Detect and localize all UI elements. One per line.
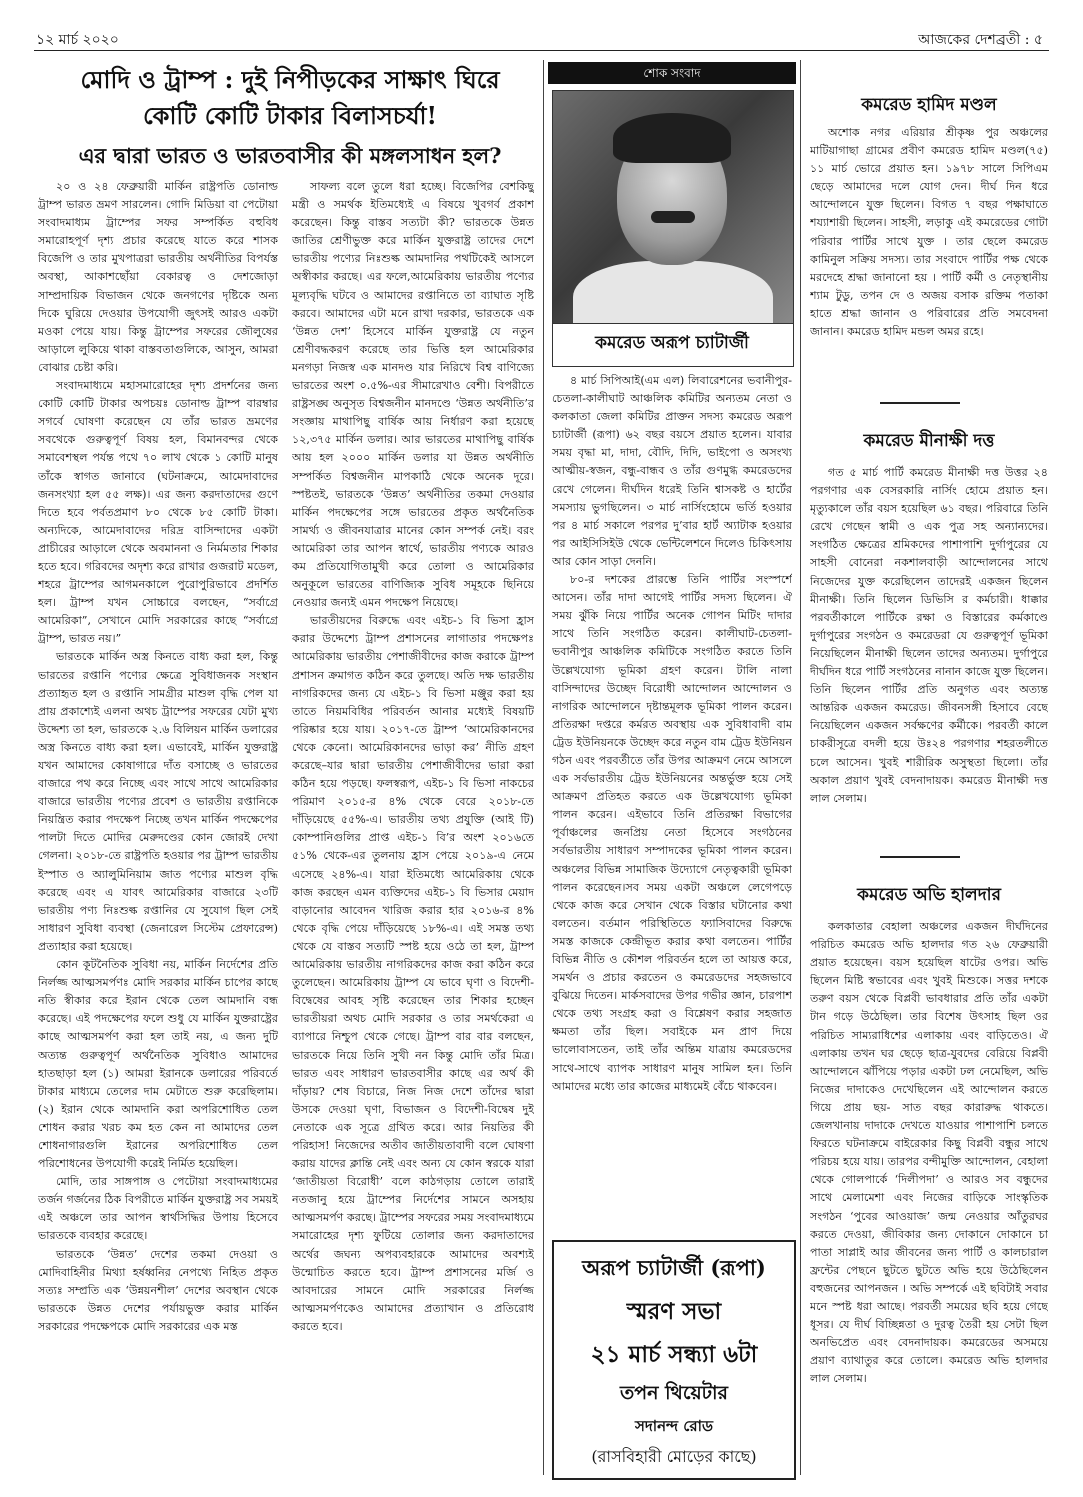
headline-line-3: এর দ্বারা ভারত ও ভারতবাসীর কী মঙ্গলসাধন হল? <box>78 143 502 168</box>
obituary-heading: কমরেড মীনাক্ষী দত্ত <box>863 431 995 451</box>
paragraph: সংবাদমাধ্যমে মহাসমারোহের দৃশ্য প্রদর্শনের জন্য কোটি কোটি টাকার অপচয়ঃ ডোনাল্ড ট্রাম্প বারম্বার সগর্বে ঘোষণা করেছেন যে তাঁর ভারত ভ্রমণের সবথেকে গুরুত্বপূর্ণ বিষয় হল, বিমানবন্দর থেকে সমাবেশস্থল পর্যন্ত পথে ৭০ লাখ থেকে ১ কোটি মানুষ তাঁকে স্বাগত জানাবে (ঘটনাক্রমে, আমেদাবাদের জনসংখ্যা হল ৫৫ লক্ষ)। এর জন্য করদাতাদের গুণে দিতে হবে পর্বতপ্রমাণ ৮০ থেকে ৮৫ কোটি টাকা। অন্যদিকে, আমেদাবাদের দরিদ্র বাসিন্দাদের একটা প্রাচীরের আড়ালে থেকে অবমাননা ও নির্মমতার শিকার হতে হবে। গরিবদের অদৃশ্য করে রাখার গুজরাট মডেল, শহরে ট্রাম্পের আগমনকালে পুরোপুরিভাবে প্রদর্শিত হল। ট্রাম্প যখন সোচ্চারে বলছেন, “সর্বাগ্রে আমেরিকা”, সেখানে মোদি সরকারের কাছে “সর্বাগ্রে ট্রাম্প, ভারত নয়।” <box>38 379 278 646</box>
column-divider <box>543 60 544 1475</box>
paragraph: ভারতকে মার্কিন অস্ত্র কিনতে বাধ্য করা হল, কিন্তু ভারতের রপ্তানি পণ্যের ক্ষেত্রে সুবিধাজনক সংস্থান প্রত্যাহৃত হল ও রপ্তানি সামগ্রীর মাশুল বৃদ্ধি পেল যা প্রায় প্রকাশ্যেই এলনা অথচ ট্রাম্পের সফরের যেটা মুখ্য উদ্দেশ্য তা হল, ভারতকে ২.৬ বিলিয়ন মার্কিন ডলারের অস্ত্র কিনতে বাধ্য করা হল। এভাবেই, মার্কিন যুক্তরাষ্ট্র যখন আমাদের কোষাগারে দাঁত বসাচ্ছে ও ভারতের বাজারে পথ করে নিচ্ছে এবং সাথে সাথে আমেরিকার বাজারে ভারতীয় পণ্যের প্রবেশ ও ভারতীয় রপ্তানিকে নিয়ন্ত্রিত করার পদক্ষেপ নিচ্ছে তখন মার্কিন পদক্ষেপের পালটা দিতে মোদির মেরুদণ্ডের কোন জোরই দেখা গেলনা। ২০১৮-তে রাষ্ট্রপতি হওয়ার পর ট্রাম্প ভারতীয় ইস্পাত ও অ্যালুমিনিয়াম জাত পণ্যের মাশুল বৃদ্ধি করেছে এবং এ যাবৎ আমেরিকার বাজারে ২৩টি ভারতীয় পণ্য নিঃশুল্ক রপ্তানির যে সুযোগ ছিল সেই সাধারণ সুবিধা ব্যবস্থা (জেনারেল সিস্টেম প্রেফারেন্স) প্রত্যাহার করা হয়েছে। <box>38 650 278 953</box>
headline-line-1: মোদি ও ট্রাম্প : দুই নিপীড়কের সাক্ষাৎ ঘিরে <box>80 65 500 94</box>
header-rule <box>34 50 1049 51</box>
separator-rule <box>880 856 960 858</box>
column-divider <box>800 60 801 1475</box>
paragraph: ভারতীয়দের বিরুদ্ধে এবং এইচ-১ বি ভিসা হ্রাস করার উদ্দেশ্যে ট্রাম্প প্রশাসনের লাগাতার পদক্ষেপঃ আমেরিকায় ভারতীয় পেশাজীবীদের কাজ করাকে ট্রাম্প প্রশাসন ক্রমাগত কঠিন করে তুলছে। অতি দক্ষ ভারতীয় নাগরিকদের জন্য যে এইচ-১ বি ভিসা মঞ্জুর করা হয় তাতে নিয়মবিধির পরিবর্তন আনার মধ্যেই বিষয়টি পরিষ্কার হয়ে যায়। ২০১৭-তে ট্রাম্প ‘আমেরিকানদের থেকে কেনো। আমেরিকানদের ভাড়া কর’ নীতি গ্রহণ করেছে–যার দ্বারা ভারতীয় পেশাজীবীদের ভারা করা কঠিন হয়ে পড়ছে। ফলস্বরূপ, এইচ-১ বি ভিসা নাকচের পরিমাণ ২০১৫-র ৪% থেকে বেরে ২০১৮-তে দাঁড়িয়েছে ৫৫%-এ। ভারতীয় তথ্য প্রযুক্তি (আই টি) কোম্পানিগুলির প্রাপ্ত এইচ-১ বি’র অংশ ২০১৬তে ৫১% থেকে-এর তুলনায় হ্রাস পেয়ে ২০১৯-এ নেমে এসেছে ২৪%-এ। যারা ইতিমধ্যে আমেরিকায় থেকে কাজ করছেন এমন ব্যক্তিদের এইচ-১ বি ভিসার মেয়াদ বাড়ানোর আবেদন খারিজ করার হার ২০১৬-র ৪% থেকে বৃদ্ধি পেয়ে দাঁড়িয়েছে ১৮%-এ। এই সমস্ত তথ্য থেকে যে বাস্তব সত্যটি স্পষ্ট হয়ে ওঠে তা হল, ট্রাম্প আমেরিকায় ভারতীয় নাগরিকদের কাজ করা কঠিন করে তুলেছেন। আমেরিকায় ট্রাম্প যে ভাবে ঘৃণা ও বিদেশী-বিদ্বেষের আবহ সৃষ্টি করেছেন তার শিকার হচ্ছেন ভারতীয়রা অথচ মোদি সরকার ও তার সমর্থকেরা এ ব্যাপারে নিশ্চুপ থেকে গেছে। ট্রাম্প বার বার বলছেন, ভারতকে নিয়ে তিনি সুখী নন কিন্তু মোদি তাঁর মিত্র। ভারত এবং সাধারণ ভারতবাসীর কাছে এর অর্থ কী দাঁড়ায়? শেষ বিচারে, নিজ নিজ দেশে তাঁদের দ্বারা উসকে দেওয়া ঘৃণা, বিভাজন ও বিদেশী-বিদ্বেষ দুই নেতাকে এক সূত্রে গ্রথিত করে। আর নিয়তির কী পরিহাস! নিজেদের অতীব জাতীয়তাবাদী বলে ঘোষণা করায় যাদের ক্লান্তি নেই এবং অন্য যে কোন স্বরকে যারা ‘জাতীয়তা বিরোধী’ বলে কাঠগড়ায় তোলে তারাই নতজানু হয়ে ট্রাম্পের নির্দেশের সামনে অসহায় আত্মসমর্পণ করছে। ট্রাম্পের সফরের সময় সংবাদমাধ্যমে সমারোহের দৃশ্য ফুটিয়ে তোলার জন্য করদাতাদের অর্থের জঘন্য অপব্যবহারকে আমাদের অবশ্যই উন্মোচিত করতে হবে। ট্রাম্প প্রশাসনের মর্জি ও আবদারের সামনে মোদি সরকারের নির্লজ্জ আত্মসমর্পণকেও আমাদের প্রত্যাখান ও প্রতিরোধ করতে হবে। <box>292 614 534 1333</box>
memorial-notice <box>552 1240 796 1480</box>
portrait-hair <box>613 113 731 163</box>
paragraph: ৮০-র দশকের প্রারম্ভে তিনি পার্টির সংস্পর্শে আসেন। তাঁর দাদা আগেই পার্টির সদস্য ছিলেন। ঐ সময় ঝুঁকি নিয়ে পার্টির অনেক গোপন মিটিং দাদার সাথে তিনি সংগঠিত করেন। কালীঘাট-চেতলা-ভবানীপুর আঞ্চলিক কমিটিকে সংগঠিত করতে তিনি উল্লেখযোগ্য ভূমিকা গ্রহণ করেন। টালি নালা বাসিন্দাদের উচ্ছেদ বিরোধী আন্দোলন আন্দোলন ও নাগরিক আন্দোলনে দৃষ্টান্তমূলক ভূমিকা পালন করেন। প্রতিরক্ষা দপ্তরে কর্মরত অবস্থায় এক সুবিধাবাদী বাম ট্রেড ইউনিয়নকে উচ্ছেদ করে নতুন বাম ট্রেড ইউনিয়ন গঠন এবং পরবর্তীতে তাঁর উপর আক্রমণ নেমে আসলে এক সর্বভারতীয় ট্রেড ইউনিয়নের অন্তর্ভুক্ত হয়ে সেই আক্রমণ প্রতিহত করতে এক উল্লেখযোগ্য ভূমিকা পালন করেন। এইভাবে তিনি প্রতিরক্ষা বিভাগের পূর্বাঞ্চলের জনপ্রিয় নেতা হিসেবে সংগঠনের সর্বভারতীয় সাধারণ সম্পাদকের ভূমিকা পালন করেন। অঞ্চলের বিভিন্ন সামাজিক উদ্যোগে নেতৃত্বকারী ভূমিকা পালন করেছেন।সব সময় একটা অঞ্চলে লেগেপড়ে থেকে কাজ করে সেখান থেকে বিস্তার ঘটানোর কথা বলতেন। বর্তমান পরিস্থিতিতে ফ্যাসিবাদের বিরুদ্ধে সমস্ত কাজকে কেন্দ্রীভূত করার কথা বলতেন। পার্টির বিভিন্ন নীতি ও কৌশল পরিবর্তন হলে তা আয়ত্ত করে, সমর্থন ও প্রচার করতেন ও কমরেডদের সহজভাবে বুঝিয়ে দিতেন। মার্কসবাদের উপর গভীর জ্ঞান, চারপাশ থেকে তথ্য সংগ্রহ করা ও বিশ্লেষণ করার সহজাত ক্ষমতা তাঁর ছিল। সবাইকে মন প্রাণ দিয়ে ভালোবাসতেন, তাই তাঁর অন্তিম যাত্রায় কমরেডদের সাথে-সাথে ব্যাপক সাধারণ মানুষ সামিল হন। তিনি আমাদের মধ্যে তার কাজের মাধ্যমেই বেঁচে থাকবেন। <box>552 573 792 1093</box>
portrait-shirt <box>573 261 773 324</box>
paragraph: ভারতকে ‘উন্নত’ দেশের তকমা দেওয়া ও মোদিবাহিনীর মিথ্যা হর্ষধ্বনির নেপথ্যে নিহিত প্রকৃত সত্যঃ সম্প্রতি এক ‘উন্নয়নশীল’ দেশের অবস্থান থেকে ভারতকে উন্নত দেশের পর্যায়ভুক্ত করার মার্কিন সরকারের পদক্ষেপকে মোদি সরকারের এক মস্ত <box>38 1247 278 1333</box>
paragraph: সাফল্য বলে তুলে ধরা হচ্ছে। বিজেপির বেশকিছু মন্ত্রী ও সমর্থক ইতিমধ্যেই এ বিষয়ে খুবগর্ব প্রকাশ করেছেন। কিন্তু বাস্তব সত্যটা কী? ভারতকে উন্নত জাতির শ্রেণীভুক্ত করে মার্কিন যুক্তরাষ্ট্র তাদের দেশে ভারতীয় পণ্যের নিঃশুল্ক আমদানির পথটিকেই আসলে অস্বীকার করছে। এর ফলে,আমেরিকায় ভারতীয় পণ্যের মূল্যবৃদ্ধি ঘটবে ও আমাদের রপ্তানিতে তা ব্যাঘাত সৃষ্টি করবে। আমাদের এটা মনে রাখা দরকার, ভারতকে এক ‘উন্নত দেশ’ হিসেবে মার্কিন যুক্তরাষ্ট্র যে নতুন শ্রেণীবদ্ধকরণ করেছে তার ভিত্তি হল আমেরিকার মনগড়া নিজস্ব এক মানদণ্ড যার নিরিখে বিশ্ব বাণিজ্যে ভারতের অংশ ০.৫%-এর সীমারেখাও বেশী। বিপরীতে রাষ্ট্রসঙ্ঘ অনুসৃত বিশ্বজনীন মানদণ্ডে ‘উন্নত অর্থনীতি’র সংজ্ঞায় মাথাপিছু বার্ষিক আয় নির্ধারণ করা হয়েছে ১২,৩৭৫ মার্কিন ডলার। আর ভারতের মাথাপিছু বার্ষিক আয় হল ২০০০ মার্কিন ডলার যা উন্নত অর্থনীতি সম্পর্কিত বিশ্বজনীন মাপকাঠি থেকে অনেক দূরে। স্পষ্টতই, ভারতকে ‘উন্নত’ অর্থনীতির তকমা দেওয়ার মার্কিন পদক্ষেপের সঙ্গে ভারতের প্রকৃত অর্থনৈতিক সামর্থ্য ও জীবনযাত্রার মানের কোন সম্পর্ক নেই। বরং আমেরিকা তার আপন স্বার্থে, ভারতীয় পণ্যকে আরও কম প্রতিযোগিতামুখী করে তোলা ও আমেরিকার অনুকূলে ভারতের বাণিজ্যিক সুবিধ সমূহকে ছিনিয়ে নেওয়ার জন্যই এমন পদক্ষেপ নিয়েছে। <box>292 180 534 610</box>
paragraph: ২০ ও ২৪ ফেব্রুয়ারী মার্কিন রাষ্ট্রপতি ডোনাল্ড ট্রাম্প ভারত ভ্রমণ সারলেন। গোদি মিডিয়া বা পেটোয়া সংবাদমাধ্যম ট্রাম্পের সফর সম্পর্কিত বহুবিধ সমারোহপূর্ণ দৃশ্য প্রচার করেছে যাতে করে শাসক বিজেপি ও তার মুখপাত্ররা ভারতীয় অর্থনীতির বিপর্যস্ত অবস্থা, আকাশছোঁয়া বেকারত্ব ও দেশজোড়া সাম্প্রদায়িক বিভাজন থেকে জনগণের দৃষ্টিকে অন্য দিকে ঘুরিয়ে দেওয়ার উপযোগী জুৎসই আরও একটা মওকা পেয়ে যায়। কিন্তু ট্রাম্পের সফরের জৌলুষের আড়ালে লুকিয়ে থাকা বাস্তবতাগুলিকে, আসুন, আমরা বোঝার চেষ্টা করি। <box>38 180 278 374</box>
obituary-text <box>810 464 1048 846</box>
notice-road: সদানন্দ রোড <box>634 1417 714 1435</box>
notice-name: অরূপ চ্যাটার্জী (রূপা) <box>582 1255 766 1280</box>
paragraph: মোদি, তার সাঙ্গপাঙ্গ ও পেটোয়া সংবাদমাধ্যমের তর্জন গর্জনের ঠিক বিপরীতে মার্কিন যুক্তরাষ্ট্র সব সময়ই এই অঞ্চলে তার আপন স্বার্থসিদ্ধির উপায় হিসেবে ভারতকে ব্যবহার করেছে। <box>38 1175 278 1243</box>
paragraph: গত ৫ মার্চ পার্টি কমরেড মীনাক্ষী দত্ত উত্তর ২৪ পরগণার এক বেসরকারি নার্সিং হোমে প্রয়াত হন। মৃত্যুকালে তাঁর বয়স হয়েছিল ৬১ বছর। পরিবারে তিনি রেখে গেছেন স্বামী ও এক পুত্র সহ অন্যান্যদের। সংগঠিত ক্ষেত্রের শ্রমিকদের পাশাপাশি দুর্গাপুরের যে সাহসী বোনেরা নকশালবাড়ী আন্দোলনের সাথে নিজেদের যুক্ত করেছিলেন তাদেরই একজন ছিলেন মীনাক্ষী। তিনি ছিলেন ডিভিসি র কর্মচারী। ধাক্কার পরবর্তীকালে পার্টিকে রক্ষা ও বিস্তারের কর্মকাণ্ডে দুর্গাপুরের সংগঠন ও কমরেডরা যে গুরুত্বপূর্ণ ভূমিকা নিয়েছিলেন মীনাক্ষী ছিলেন তাদের অন্যতম। দুর্গাপুরে দীর্ঘদিন ধরে পার্টি সংগঠনের নানান কাজে যুক্ত ছিলেন। তিনি ছিলেন পার্টির প্রতি অনুগত এবং অত্যন্ত আন্তরিক একজন কমরেড। জীবনসঙ্গী হিসাবে বেছে নিয়েছিলেন একজন সর্বক্ষণের কর্মীকে। পরবর্তী কালে চাকরীসূত্রে বদলী হয়ে উঃ২৪ পরগণার শহরতলীতে চলে আসেন। খুবই শারীরিক অসুস্থতা ছিলো। তাঁর অকাল প্রয়াণ খুবই বেদনাদায়ক। কমরেড মীনাক্ষী দত্ত লাল সেলাম। <box>810 466 1048 805</box>
photo-caption: কমরেড অরূপ চ্যাটার্জী <box>595 333 749 353</box>
obituary-heading: কমরেড হামিদ মণ্ডল <box>861 95 997 115</box>
section-title: শোক সংবাদ <box>548 62 796 84</box>
portrait-photo <box>552 90 794 324</box>
obituary-heading: কমরেড অভি হালদার <box>857 885 1001 905</box>
obituary-text <box>810 918 1048 1486</box>
paragraph: ৪ মার্চ সিপিআই(এম এল) লিবারেশনের ভবানীপুর-চেতলা-কালীঘাট আঞ্চলিক কমিটির অন্যতম নেতা ও কলকাতা জেলা কমিটির প্রাক্তন সদস্য কমরেড অরূপ চ্যাটার্জী (রূপা) ৬২ বছর বয়সে প্রয়াত হলেন। যাবার সময় বৃদ্ধা মা, দাদা, বৌদি, দিদি, ভাইপো ও অসংখ্য আত্মীয়-স্বজন, বন্ধু-বান্ধব ও তাঁর গুণমুগ্ধ কমরেডদের রেখে গেলেন। দীর্ঘদিন ধরেই তিনি শ্বাসকষ্ট ও হার্টের সমস্যায় ভুগছিলেন। ৩ মার্চ নার্সিংহোমে ভর্তি হওয়ার পর ৪ মার্চ সকালে পরপর দু’বার হার্ট অ্যাটাক হওয়ার পর আইসিসিইউ থেকে ভেন্টিলেশনে দিলেও চিকিৎসায় আর কোন সাড়া দেননি। <box>552 374 792 568</box>
obituary-column <box>552 372 792 1240</box>
notice-landmark: (রাসবিহারী মোড়ের কাছে) <box>591 1447 757 1466</box>
issue-date: ১২ মার্চ ২০২০ <box>36 32 119 48</box>
notice-datetime: ২১ মার্চ সন্ধ্যা ৬টা <box>590 1341 758 1368</box>
paragraph: অশোক নগর এরিয়ার শ্রীকৃষ্ণ পুর অঞ্চলের মাটিয়াগাছা গ্রামের প্রবীণ কমরেড হামিদ মণ্ডল(৭৫) ১১ মার্চ ভোরে প্রয়াত হন। ১৯৭৮ সালে সিপিএম ছেড়ে আমাদের দলে যোগ দেন। দীর্ঘ দিন ধরে আন্দোলনে যুক্ত ছিলেন। বিগত ৭ বছর পক্ষাঘাতে শয্যাশায়ী ছিলেন। সাহসী, লড়াকু এই কমরেডের গোটা পরিবার পার্টির সাথে যুক্ত । তার ছেলে কমরেড কামিনুল সক্রিয় সদস্য। তার সংবাদে পার্টির পক্ষ থেকে মরদেহে শ্রদ্ধা জানানো হয় । পার্টি কর্মী ও নেতৃস্থানীয় শ্যাম টুডু, তপন দে ও অজয় বসাক রক্তিম পতাকা হাতে শ্রদ্ধা জানান ও পরিবারের প্রতি সমবেদনা জানান। কমরেড হামিদ মন্ডল অমর রহে। <box>810 126 1048 339</box>
headline-line-2: কোটি কোটি টাকার বিলাসচর্যা! <box>142 101 438 130</box>
main-headline <box>40 62 540 174</box>
article-column-1 <box>38 178 278 1478</box>
paper-page: আজকের দেশব্রতী : ৫ <box>918 32 1043 48</box>
notice-event: স্মরণ সভা <box>626 1298 722 1325</box>
notice-venue: তপন থিয়েটার <box>620 1382 728 1404</box>
article-column-2 <box>292 178 534 1478</box>
portrait-mustache <box>651 211 695 223</box>
paragraph: কলকাতার বেহালা অঞ্চলের একজন দীর্ঘদিনের পরিচিত কমরেড অভি হালদার গত ২৬ ফেব্রুয়ারী প্রয়াত হয়েছেন। বয়স হয়েছিল ষাটের ওপর। অভি ছিলেন মিষ্টি স্বভাবের এবং খুবই মিশুকে। সত্তর দশকে তরুণ বয়স থেকে বিপ্লবী ভাবধারার প্রতি তাঁর একটা টান গড়ে উঠেছিল। তার বিশেষ উৎসাহ ছিল ওর পরিচিত সাম্যরাধিশের এলাকায় এবং বাড়িতেও। ঐ এলাকায় তখন ঘর ছেড়ে ছাত্র-যুবদের বেরিয়ে বিপ্লবী আন্দোলনে ঝাঁপিয়ে পড়ার একটা ঢল নেমেছিল, অভি নিজের দাদাকেও দেখেছিলেন এই আন্দোলন করতে গিয়ে প্রায় ছয়- সাত বছর কারারুদ্ধ থাকতে। জেলখানায় দাদাকে দেখতে যাওয়ার পাশাপাশি চলতে ফিরতে ঘটনাক্রমে বাইরেকার কিছু বিপ্লবী বন্ধুর সাথে পরিচয় হয়ে যায়। তারপর বন্দীমুক্তি আন্দোলন, বেহালা থেকে গোলপার্কে ‘দিলীপদা’ ও আরও সব বন্ধুদের সাথে মেলামেশা এবং নিজের বাড়িকে সাংস্কৃতিক সংগঠন ‘পুবের আওয়াজ’ জন্ম নেওয়ার আঁতুরঘর করতে দেওয়া, জীবিকার জন্য দোকানে দোকানে চা পাতা সাপ্লাই আর জীবনের জন্য পার্টি ও কালচারাল ফ্রন্টের পেছনে ছুটতে ছুটতে অভি হয়ে উঠেছিলেন বহুজনের আপনজন । অভি সম্পর্কে এই ছবিটাই সবার মনে স্পষ্ট ধরা আছে। পরবর্তী সময়ের ছবি হয়ে গেছে ধূসর। যে দীর্ঘ বিচ্ছিন্নতা ও দুরত্ব তৈরী হয় সেটা ছিল অনভিপ্রেত এবং বেদনাদায়ক। কমরেডের অসময়ে প্রয়াণ ব্যাথাতুর করে তোলে। কমরেড অভি হালদার লাল সেলাম। <box>810 920 1048 1386</box>
paragraph: কোন কূটনৈতিক সুবিধা নয়, মার্কিন নির্দেশের প্রতি নির্লজ্জ আত্মসমর্পণঃ মোদি সরকার মার্কিন চাপের কাছে নতি স্বীকার করে ইরান থেকে তেল আমদানি বন্ধ করেছে। এই পদক্ষেপের ফলে শুধু যে মার্কিন যুক্তরাষ্ট্রের কাছে আত্মসমর্পণ করা হল তাই নয়, এ জন্য দুটি অত্যন্ত গুরুত্বপূর্ণ অর্থনৈতিক সুবিধাও আমাদের হাতছাড়া হল (১) আমরা ইরানকে ডলারের পরিবর্তে টাকার মাধ্যমে তেলের দাম মেটাতে শুরু করেছিলাম। (২) ইরান থেকে আমদানি করা অপরিশোধিত তেল শোধন করার খরচ কম হত কেন না আমাদের তেল শোধনাগারগুলি ইরানের অপরিশোধিত তেল পরিশোধনের উপযোগী করেই নির্মিত হয়েছিল। <box>38 958 278 1171</box>
obituary-text <box>810 124 1048 386</box>
separator-rule <box>880 402 960 404</box>
